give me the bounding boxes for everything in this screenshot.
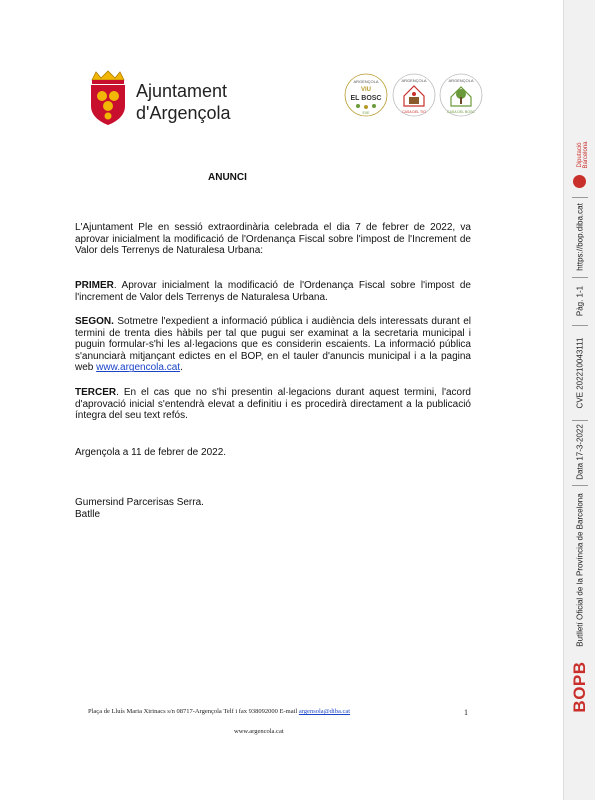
tercer-paragraph bbox=[75, 387, 471, 422]
segon-label: SEGON. bbox=[75, 316, 114, 327]
bop-url[interactable]: https://bop.diba.cat bbox=[575, 203, 585, 271]
intro-paragraph: L'Ajuntament Ple en sessió extraordinària celebrada el dia 7 de febrer de 2022, va aprovar inicialment la modificació de l'Ordenança Fiscal sobre l'impost de l'Increment de Valor dels Terrenys de Naturalesa Urbana: bbox=[75, 222, 471, 257]
document-title: ANUNCI bbox=[208, 172, 247, 183]
sidebar-divider bbox=[572, 420, 588, 421]
seal1-main: EL BOSC bbox=[350, 95, 382, 102]
bop-cve: CVE 202210043111 bbox=[575, 337, 585, 409]
page-number: 1 bbox=[464, 708, 468, 717]
sidebar-divider bbox=[572, 197, 588, 198]
footer-address-text: Plaça de Lluís Maria Xirinacs s/n 08717-Argençola Telf i fax 938092000 E-mail bbox=[88, 708, 299, 715]
tercer-label: TERCER bbox=[75, 387, 117, 398]
el-bosc-seal-icon bbox=[343, 72, 389, 118]
seal1-mid: VIU bbox=[360, 87, 372, 93]
bop-bulletin-name: Butlletí Oficial de la Província de Barcelona bbox=[575, 493, 585, 647]
date-line: Argençola a 11 de febrer de 2022. bbox=[75, 447, 227, 458]
segon-text: Sotmetre l'expedient a informació pública i audiència dels interessats durant el termini de trenta dies hàbils per tal que pugui ser examinat a la secretaria municipal i puguin formular-s'hi les al·legacions que es considerin escaients. La informació pública s'anunciarà mitjançant edictes en el BOP, en el tauler d'anuncis municipal i a la pagina web bbox=[75, 316, 471, 374]
seal3-bottom: CASA DEL BOSC bbox=[447, 110, 475, 114]
bop-sidebar bbox=[563, 0, 595, 800]
signer-name: Gumersind Parcerisas Serra. bbox=[75, 497, 204, 508]
diputacio-logo-icon bbox=[573, 175, 586, 188]
diputacio-line1: Diputació bbox=[577, 142, 583, 168]
casa-del-tio-seal-icon bbox=[391, 72, 437, 118]
seal3-top: ARGENÇOLA bbox=[448, 78, 474, 83]
footer-address bbox=[88, 708, 350, 715]
primer-text: . Aprovar inicialment la modificació de l'Ordenança Fiscal sobre l'impost de l'increment de Valor dels Terrenys de Naturalesa Urbana. bbox=[75, 280, 471, 303]
casa-del-bosc-seal-icon bbox=[438, 72, 484, 118]
bop-date: Data 17-3-2022 bbox=[575, 424, 585, 480]
org-name-line1: Ajuntament bbox=[136, 81, 228, 101]
sidebar-divider bbox=[572, 485, 588, 486]
segon-paragraph bbox=[75, 316, 471, 374]
segon-end: . bbox=[180, 362, 183, 374]
bop-page: Pàg. 1-1 bbox=[575, 285, 585, 317]
org-name-line2: d'Argençola bbox=[136, 103, 231, 123]
org-name bbox=[136, 80, 231, 124]
website-link[interactable]: www.argencola.cat bbox=[96, 362, 181, 374]
seal2-bottom: CASA DEL TIO bbox=[402, 110, 426, 114]
primer-label: PRIMER bbox=[75, 280, 114, 291]
footer-website: www.argencola.cat bbox=[234, 728, 284, 735]
municipal-shield-icon bbox=[88, 70, 128, 126]
sidebar-divider bbox=[572, 277, 588, 278]
tercer-text: . En el cas que no s'hi presentin al·legacions durant aquest termini, l'acord d'aprovació inicial s'entendrà elevat a definitiu i es procedirà directament a la publicació íntegra del seu text refós. bbox=[75, 387, 471, 422]
primer-paragraph bbox=[75, 280, 471, 303]
bopb-logo: BOPB bbox=[570, 661, 589, 713]
footer-email-link[interactable]: argensola@diba.cat bbox=[298, 708, 351, 715]
seal1-top: ARGENÇOLA bbox=[353, 79, 379, 84]
seal2-top: ARGENÇOLA bbox=[401, 78, 427, 83]
signer-role: Batlle bbox=[75, 509, 101, 520]
sidebar-divider bbox=[572, 325, 588, 326]
diputacio-line2: Barcelona bbox=[583, 141, 590, 169]
seal1-bottom: EXE bbox=[362, 111, 370, 115]
